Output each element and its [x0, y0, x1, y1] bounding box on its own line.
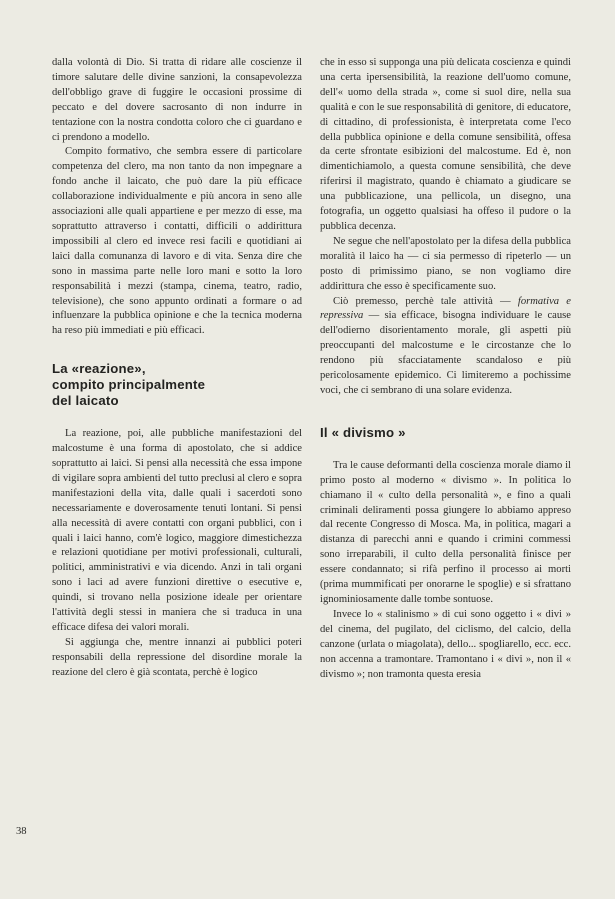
paragraph: Invece lo « stalinismo » di cui sono oggetto i « divi » del cinema, del pugilato, del ciclismo, del calcio, della canzone (urlata o miagolata), dello... spogliarello, ecc. ecc. non accenna a tramontare. Tramontano i « divi », non il « divismo »; non tramonta questa eresia [320, 608, 571, 680]
page-number: 38 [16, 826, 27, 837]
text-run: — sia efficace, bisogna individuare le cause dell'odierno disorientamento morale, gli aspetti più preoccupanti del malcostume e le circostanze che lo rendono più sfacciatamente scandaloso e più pericolosamente epidemico. Ci limiteremo a pochissime voci, che ci sembrano di una solare evidenza. [320, 310, 571, 396]
heading-line: La «reazione», [52, 361, 146, 377]
paragraph: Tra le cause deformanti della coscienza morale diamo il primo posto al moderno « divismo ». In politica lo chiamano il « culto della personalità », e fino a quali criminali deliramenti possa giungere lo abbiamo appreso dal recente Congresso di Mosca. Ma, in politica, magari a distanza di parecchi anni e quando i crimini commessi sono irreparabili, il culto della personalità finisce per essere condannato; si rifà perfino il processo ai morti (prima mummificati per onorarne le spoglie) e si sfrattano ignominiosamente dalle tombe sontuose. [320, 459, 571, 605]
section-heading-divismo: Il « divismo » [320, 424, 406, 440]
paragraph: dalla volontà di Dio. Si tratta di ridare alle coscienze il timore salutare delle divine sanzioni, la consapevolezza dell'obbligo grave di fuggire le occasioni prossime di peccato e del dovere sacrosanto di non indurre in tentazione con la nostra condotta coloro che ci guardano e ci prendono a modello. [52, 57, 302, 143]
paragraph: Compito formativo, che sembra essere di particolare competenza del clero, ma non tanto da non impegnare a fondo anche il laicato, che può dare la più efficace collaborazione individualmente e più ancora in seno alle associazioni alle quali appartiene e per mezzo di esse, ma soprattutto attraverso i contatti, difficili o addirittura impossibili al clero ed invece resi facili e quotidiani ai laici dalla comunanza di lavoro e di vita. Senza dire che sono in massima parte nelle loro mani e sotto la loro responsabilità i mezzi (stampa, cinema, teatro, radio, televisione), che sono appunto ordinati a formare o ad influenzare la pubblica opinione e che la tecnica moderna ha reso più immediati e più efficaci. [52, 146, 302, 337]
heading-line: compito principalmente [52, 377, 206, 393]
left-column [52, 56, 302, 681]
paragraph: Ne segue che nell'apostolato per la difesa della pubblica moralità il laico ha — ci sia permesso di ripeterlo — un posto di primissimo piano, se non vogliamo dire addirittura che esso è specificamente suo. [320, 235, 571, 292]
section-heading-reazione [52, 361, 302, 409]
heading-line: del laicato [52, 393, 119, 409]
right-column [320, 56, 571, 682]
paragraph [320, 295, 571, 399]
text-run: Ciò premesso, perchè tale attività — [333, 295, 518, 307]
paragraph: Si aggiunga che, mentre innanzi ai pubblici poteri responsabili della repressione del disordine morale la reazione del clero è già scontata, perchè è logico [52, 636, 302, 678]
paragraph: La reazione, poi, alle pubbliche manifestazioni del malcostume è una forma di apostolato, che si addice soprattutto ai laici. Si pensi alla necessità che essa impone di vigilare sopra ambienti del tutto preclusi al clero e sopra manifestazioni della vita, dalle quali i sacerdoti sono necessariamente e doverosamente tenuti lontani. Si pensi alla necessità di avere contatti con organi pubblici, con i quali i laici hanno, com'è logico, maggiore dimestichezza e relazioni quotidiane per motivi professionali, culturali, politici, amministrativi e via dicendo. Anzi in tali organi sono i laci ad avere funzioni direttive o esecutive e, quindi, si trovano nella posizione ideale per orientare l'attività degli stessi in maniera che si traduca in una efficace difesa dei valori morali. [52, 428, 302, 633]
paragraph: che in esso si supponga una più delicata coscienza e quindi una certa ipersensibilità, la reazione dell'uomo comune, dell'« uomo della strada », come si suol dire, nella sua qualità e con le sue responsabilità di genitore, di educatore, di cittadino, di professionista, è interpretata come l'eco della pubblica opinione e della comune sensibilità, offesa da certe sfrontate esibizioni del malcostume. Ed è, non dimentichiamolo, a questa comune sensibilità, che deve riferirsi il magistrato, quando è chiamato a giudicare se una pubblicazione, una pellicola, un disegno, una fotografia, un oggetto qualsiasi ha offeso il pudore o la pubblica decenza. [320, 57, 571, 232]
italic-text: formativa e repressiva [320, 295, 572, 322]
